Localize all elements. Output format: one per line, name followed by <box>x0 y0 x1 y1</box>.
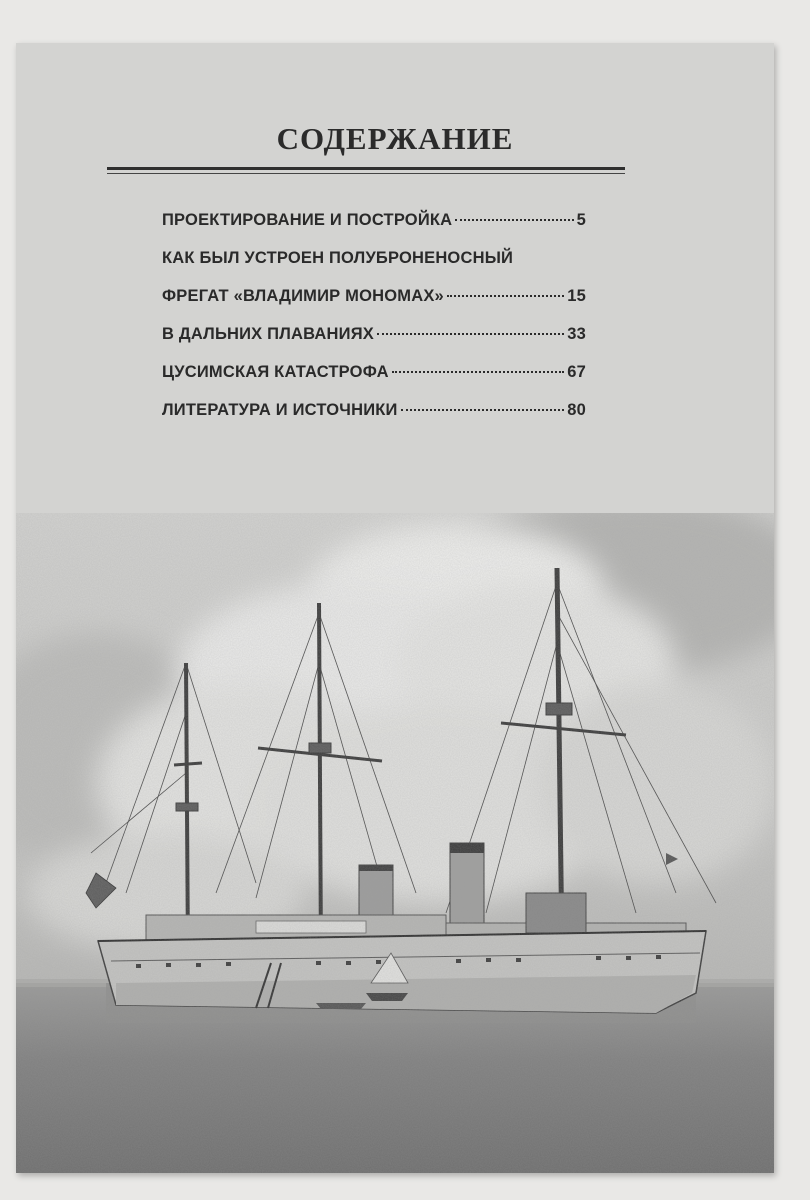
dot-leader <box>401 409 565 411</box>
toc-page-number: 80 <box>567 401 586 419</box>
table-of-contents <box>162 211 586 439</box>
toc-entry-label: В ДАЛЬНИХ ПЛАВАНИЯХ <box>162 325 374 343</box>
title-rule-thin <box>107 173 625 174</box>
ship-photograph <box>16 513 774 1173</box>
toc-entry[interactable] <box>162 363 586 401</box>
dot-leader <box>455 219 573 221</box>
title-rule-thick <box>107 167 625 170</box>
toc-page-number: 67 <box>567 363 586 381</box>
toc-page-number: 33 <box>567 325 586 343</box>
toc-entry[interactable] <box>162 287 586 325</box>
dot-leader <box>392 371 565 373</box>
toc-entry-label: ЛИТЕРАТУРА И ИСТОЧНИКИ <box>162 401 398 419</box>
toc-entry-label: ПРОЕКТИРОВАНИЕ И ПОСТРОЙКА <box>162 211 453 229</box>
dot-leader <box>377 333 564 335</box>
toc-entry[interactable] <box>162 325 586 363</box>
page-title: СОДЕРЖАНИЕ <box>276 121 514 156</box>
toc-entry-label: ФРЕГАТ «ВЛАДИМИР МОНОМАХ» <box>162 287 444 305</box>
toc-entry[interactable] <box>162 249 586 287</box>
book-page <box>16 43 774 1173</box>
toc-entry-label: КАК БЫЛ УСТРОЕН ПОЛУБРОНЕНОСНЫЙ <box>162 249 514 267</box>
toc-page-number: 5 <box>576 211 586 229</box>
dot-leader <box>447 295 564 297</box>
toc-entry-label: ЦУСИМСКАЯ КАТАСТРОФА <box>162 363 389 381</box>
toc-entry[interactable] <box>162 401 586 439</box>
toc-page-number: 15 <box>567 287 586 305</box>
toc-entry[interactable] <box>162 211 586 249</box>
